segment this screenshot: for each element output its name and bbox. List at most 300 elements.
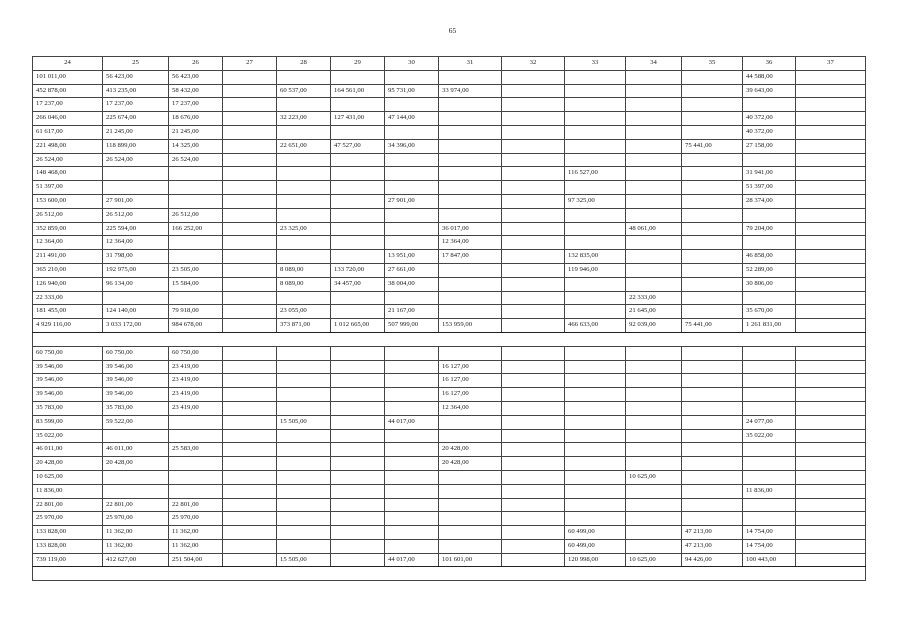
table-cell (331, 360, 385, 374)
table-cell (565, 429, 626, 443)
table-cell (626, 263, 682, 277)
table-cell (796, 70, 866, 84)
table-cell (223, 70, 277, 84)
table-cell: 26 524,00 (169, 153, 223, 167)
table-cell (565, 153, 626, 167)
table-cell: 35 783,00 (33, 401, 103, 415)
table-cell: 31 (439, 57, 502, 71)
table-cell: 373 871,00 (277, 319, 331, 333)
table-cell (223, 553, 277, 567)
table-cell (796, 84, 866, 98)
table-cell (502, 112, 565, 126)
table-cell: 11 836,00 (743, 484, 796, 498)
header-row (33, 57, 866, 71)
table-cell (796, 319, 866, 333)
table-cell: 39 546,00 (33, 360, 103, 374)
table-cell (682, 153, 743, 167)
table-cell (626, 139, 682, 153)
table-cell: 14 754,00 (743, 539, 796, 553)
table-cell (439, 415, 502, 429)
table-cell (385, 167, 439, 181)
table-cell: 11 362,00 (169, 526, 223, 540)
table-cell (743, 512, 796, 526)
spacer-cell (33, 567, 866, 581)
table-cell: 1 012 665,00 (331, 319, 385, 333)
table-cell (502, 167, 565, 181)
table-cell: 192 975,00 (103, 263, 169, 277)
table-cell: 21 645,00 (626, 305, 682, 319)
data-table (32, 56, 866, 581)
table-cell (796, 250, 866, 264)
table-cell (502, 139, 565, 153)
table-cell (103, 429, 169, 443)
table-cell: 100 443,00 (743, 553, 796, 567)
table-cell: 60 750,00 (103, 346, 169, 360)
table-cell (223, 374, 277, 388)
table-cell: 12 364,00 (439, 236, 502, 250)
table-cell: 365 210,00 (33, 263, 103, 277)
table-cell: 3 033 172,00 (103, 319, 169, 333)
table-cell: 97 325,00 (565, 194, 626, 208)
table-row (33, 153, 866, 167)
table-cell: 58 432,00 (169, 84, 223, 98)
table-cell (385, 291, 439, 305)
table-cell (223, 498, 277, 512)
table-cell (385, 484, 439, 498)
table-cell (385, 470, 439, 484)
table-cell (626, 443, 682, 457)
table-cell: 46 011,00 (33, 443, 103, 457)
table-cell (502, 498, 565, 512)
table-cell: 52 289,00 (743, 263, 796, 277)
table-cell (502, 526, 565, 540)
table-cell: 133 828,00 (33, 526, 103, 540)
table-row (33, 484, 866, 498)
table-cell: 18 676,00 (169, 112, 223, 126)
table-cell: 26 512,00 (169, 208, 223, 222)
table-cell: 96 134,00 (103, 277, 169, 291)
table-cell: 47 527,00 (331, 139, 385, 153)
table-cell: 739 119,00 (33, 553, 103, 567)
table-cell (385, 429, 439, 443)
table-cell (169, 457, 223, 471)
table-row (33, 139, 866, 153)
table-cell: 75 441,00 (682, 319, 743, 333)
table-cell: 211 491,00 (33, 250, 103, 264)
table-cell (682, 388, 743, 402)
table-cell (743, 291, 796, 305)
table-cell (223, 194, 277, 208)
table-cell: 124 140,00 (103, 305, 169, 319)
table-cell (331, 222, 385, 236)
table-cell (223, 388, 277, 402)
table-row (33, 222, 866, 236)
table-cell (502, 222, 565, 236)
table-cell (277, 98, 331, 112)
page-number: 65 (448, 26, 457, 35)
table-cell (277, 539, 331, 553)
section-spacer (33, 332, 866, 346)
table-cell (743, 153, 796, 167)
table-cell (277, 291, 331, 305)
table-cell (277, 194, 331, 208)
table-cell: 25 583,00 (169, 443, 223, 457)
table-cell (169, 181, 223, 195)
table-cell (439, 277, 502, 291)
table-row (33, 305, 866, 319)
table-cell: 10 625,00 (626, 553, 682, 567)
table-cell (385, 457, 439, 471)
table-cell (565, 512, 626, 526)
table-row (33, 98, 866, 112)
table-cell (626, 401, 682, 415)
table-cell (439, 208, 502, 222)
table-cell (682, 401, 743, 415)
table-cell (385, 388, 439, 402)
table-cell (169, 250, 223, 264)
table-cell (439, 263, 502, 277)
table-cell (743, 388, 796, 402)
table-cell (796, 553, 866, 567)
table-cell: 16 127,00 (439, 388, 502, 402)
table-cell (331, 539, 385, 553)
table-cell (796, 263, 866, 277)
table-cell (439, 194, 502, 208)
table-cell (502, 512, 565, 526)
table-cell (103, 167, 169, 181)
table-cell: 56 423,00 (169, 70, 223, 84)
table-cell: 60 750,00 (33, 346, 103, 360)
table-cell (565, 208, 626, 222)
table-cell (331, 526, 385, 540)
table-cell (743, 346, 796, 360)
table-cell: 22 651,00 (277, 139, 331, 153)
table-cell: 27 158,00 (743, 139, 796, 153)
table-cell: 28 (277, 57, 331, 71)
table-row (33, 112, 866, 126)
table-cell (502, 374, 565, 388)
table-cell (796, 181, 866, 195)
table-cell: 59 522,00 (103, 415, 169, 429)
table-cell (502, 484, 565, 498)
table-cell (277, 250, 331, 264)
table-cell (223, 401, 277, 415)
table-cell (502, 470, 565, 484)
table-cell (682, 512, 743, 526)
table-cell: 30 806,00 (743, 277, 796, 291)
table-cell: 28 374,00 (743, 194, 796, 208)
table-cell (169, 167, 223, 181)
table-cell (331, 250, 385, 264)
table-cell (796, 415, 866, 429)
table-cell (169, 415, 223, 429)
table-cell (439, 305, 502, 319)
table-cell (565, 70, 626, 84)
table-cell: 23 419,00 (169, 360, 223, 374)
table-cell: 266 046,00 (33, 112, 103, 126)
table-cell (682, 125, 743, 139)
table-cell (331, 98, 385, 112)
table-cell (439, 291, 502, 305)
table-cell: 36 017,00 (439, 222, 502, 236)
table-cell (565, 374, 626, 388)
table-cell (385, 346, 439, 360)
table-cell (385, 539, 439, 553)
table-cell (439, 139, 502, 153)
table-cell: 251 504,00 (169, 553, 223, 567)
table-cell (277, 346, 331, 360)
table-cell (796, 429, 866, 443)
table-row (33, 236, 866, 250)
table-cell (682, 457, 743, 471)
table-cell (796, 208, 866, 222)
table-cell (277, 443, 331, 457)
table-cell (743, 498, 796, 512)
table-cell: 95 731,00 (385, 84, 439, 98)
table-cell: 11 362,00 (103, 526, 169, 540)
table-cell (439, 153, 502, 167)
table-cell (169, 470, 223, 484)
table-cell (223, 250, 277, 264)
table-cell (439, 526, 502, 540)
table-cell (626, 208, 682, 222)
table-cell (385, 153, 439, 167)
table-cell (682, 429, 743, 443)
table-cell (439, 498, 502, 512)
table-cell (277, 498, 331, 512)
table-cell (682, 346, 743, 360)
table-cell: 47 144,00 (385, 112, 439, 126)
table-cell (796, 457, 866, 471)
table-cell: 148 468,00 (33, 167, 103, 181)
table-cell (626, 346, 682, 360)
table-cell: 15 505,00 (277, 415, 331, 429)
table-cell (103, 291, 169, 305)
table-cell (565, 112, 626, 126)
table-cell: 166 252,00 (169, 222, 223, 236)
table-cell (277, 236, 331, 250)
table-cell (743, 457, 796, 471)
table-cell (796, 222, 866, 236)
table-cell (502, 84, 565, 98)
table-cell (331, 305, 385, 319)
table-row (33, 512, 866, 526)
table-cell: 22 801,00 (103, 498, 169, 512)
table-cell (502, 305, 565, 319)
table-cell (331, 153, 385, 167)
table-cell (743, 98, 796, 112)
table-cell: 11 362,00 (103, 539, 169, 553)
table-cell: 27 (223, 57, 277, 71)
table-cell (169, 236, 223, 250)
table-cell: 23 419,00 (169, 374, 223, 388)
table-cell (796, 305, 866, 319)
table-cell (796, 346, 866, 360)
table-cell (331, 346, 385, 360)
table-cell: 60 499,00 (565, 539, 626, 553)
table-cell (565, 125, 626, 139)
table-cell (565, 360, 626, 374)
table-cell (796, 98, 866, 112)
table-cell: 34 457,00 (331, 277, 385, 291)
table-row (33, 70, 866, 84)
table-cell (796, 470, 866, 484)
table-cell (331, 443, 385, 457)
table-cell (626, 250, 682, 264)
table-cell: 33 974,00 (439, 84, 502, 98)
table-cell: 23 505,00 (169, 263, 223, 277)
table-cell: 225 594,00 (103, 222, 169, 236)
table-cell: 25 970,00 (169, 512, 223, 526)
table-cell (565, 401, 626, 415)
table-cell (223, 470, 277, 484)
table-cell (682, 484, 743, 498)
table-cell (223, 539, 277, 553)
table-cell: 14 754,00 (743, 526, 796, 540)
table-cell: 412 627,00 (103, 553, 169, 567)
table-cell (439, 112, 502, 126)
table-cell (277, 167, 331, 181)
table-cell (565, 498, 626, 512)
table-cell: 26 (169, 57, 223, 71)
table-cell: 83 599,00 (33, 415, 103, 429)
table-cell (626, 181, 682, 195)
table-cell (223, 125, 277, 139)
table-cell: 127 431,00 (331, 112, 385, 126)
table-cell: 10 625,00 (33, 470, 103, 484)
table-cell: 21 245,00 (103, 125, 169, 139)
table-cell (743, 374, 796, 388)
table-cell: 47 213,00 (682, 526, 743, 540)
table-cell: 39 643,00 (743, 84, 796, 98)
table-row (33, 84, 866, 98)
table-cell: 36 (743, 57, 796, 71)
table-cell: 126 940,00 (33, 277, 103, 291)
table-cell (385, 526, 439, 540)
table-cell (565, 222, 626, 236)
table-cell (223, 139, 277, 153)
table-cell: 60 750,00 (169, 346, 223, 360)
table-cell (502, 415, 565, 429)
table-cell: 21 167,00 (385, 305, 439, 319)
table-cell: 17 237,00 (33, 98, 103, 112)
table-cell (502, 401, 565, 415)
table-cell (331, 553, 385, 567)
table-cell (682, 167, 743, 181)
table-cell (331, 512, 385, 526)
table-cell: 26 524,00 (103, 153, 169, 167)
table-cell (626, 236, 682, 250)
table-cell (626, 153, 682, 167)
table-cell: 27 901,00 (103, 194, 169, 208)
table-cell (796, 167, 866, 181)
table-cell: 35 (682, 57, 743, 71)
table-cell: 133 828,00 (33, 539, 103, 553)
table-cell (626, 526, 682, 540)
table-cell (565, 277, 626, 291)
table-cell: 51 397,00 (743, 181, 796, 195)
table-cell (682, 291, 743, 305)
table-row (33, 388, 866, 402)
table-cell (439, 429, 502, 443)
table-cell (223, 512, 277, 526)
table-cell (682, 181, 743, 195)
table-cell: 47 213,00 (682, 539, 743, 553)
table-cell (223, 222, 277, 236)
table-cell (682, 305, 743, 319)
table-cell (223, 167, 277, 181)
table-cell (626, 194, 682, 208)
table-cell: 17 237,00 (103, 98, 169, 112)
table-cell (796, 388, 866, 402)
table-cell (626, 512, 682, 526)
table-cell: 23 419,00 (169, 401, 223, 415)
table-cell: 35 670,00 (743, 305, 796, 319)
table-cell: 46 011,00 (103, 443, 169, 457)
table-cell (626, 498, 682, 512)
table-cell: 12 364,00 (33, 236, 103, 250)
table-cell: 101 011,00 (33, 70, 103, 84)
table-end-spacer (33, 567, 866, 581)
table-cell (796, 194, 866, 208)
table-cell (223, 153, 277, 167)
table-cell: 31 941,00 (743, 167, 796, 181)
table-cell (331, 429, 385, 443)
table-cell: 27 661,00 (385, 263, 439, 277)
table-cell: 221 498,00 (33, 139, 103, 153)
table-cell: 15 505,00 (277, 553, 331, 567)
table-cell (502, 291, 565, 305)
table-cell (565, 415, 626, 429)
table-cell (565, 98, 626, 112)
table-cell (502, 388, 565, 402)
table-cell (223, 84, 277, 98)
table-cell (682, 374, 743, 388)
table-cell: 40 372,00 (743, 112, 796, 126)
table-row (33, 277, 866, 291)
total-row-section-2 (33, 553, 866, 567)
table-cell: 51 397,00 (33, 181, 103, 195)
table-cell: 27 901,00 (385, 194, 439, 208)
table-cell (796, 539, 866, 553)
table-cell (626, 70, 682, 84)
table-cell (502, 208, 565, 222)
table-cell: 17 237,00 (169, 98, 223, 112)
table-cell (385, 125, 439, 139)
table-cell (223, 526, 277, 540)
table-cell: 20 428,00 (33, 457, 103, 471)
table-cell: 22 801,00 (169, 498, 223, 512)
table-cell: 33 (565, 57, 626, 71)
table-row (33, 401, 866, 415)
table-cell: 4 929 116,00 (33, 319, 103, 333)
table-cell (277, 360, 331, 374)
table-cell: 39 546,00 (103, 388, 169, 402)
table-cell (331, 374, 385, 388)
table-cell: 60 537,00 (277, 84, 331, 98)
table-cell (223, 346, 277, 360)
table-cell (565, 457, 626, 471)
table-cell (502, 429, 565, 443)
table-cell (439, 484, 502, 498)
table-cell: 12 364,00 (103, 236, 169, 250)
table-cell (169, 484, 223, 498)
table-cell (565, 443, 626, 457)
table-cell (502, 263, 565, 277)
table-cell: 118 899,00 (103, 139, 169, 153)
table-cell (277, 208, 331, 222)
table-cell (103, 470, 169, 484)
